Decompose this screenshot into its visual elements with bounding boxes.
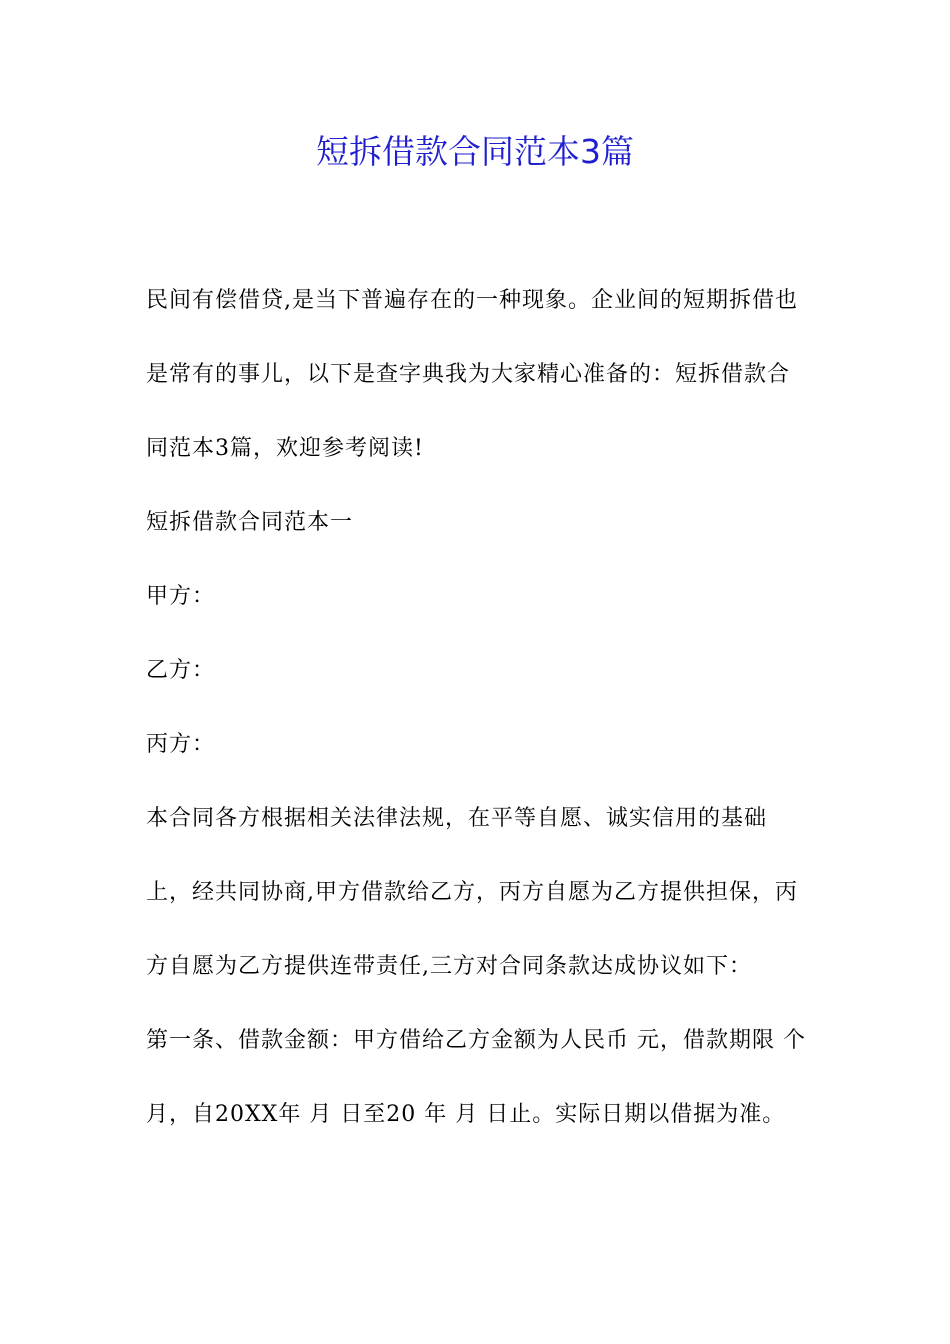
document-body	[146, 264, 806, 1152]
party-a-line: 甲方：	[146, 584, 216, 609]
party-b-line: 乙方：	[146, 658, 216, 683]
document-title: 短拆借款合同范本3篇	[316, 132, 634, 171]
preamble-paragraph: 本合同各方根据相关法律法规，在平等自愿、诚实信用的基础上，经共同协商,甲方借款给乙方，丙方自愿为乙方提供担保，丙方自愿为乙方提供连带责任,三方对合同条款达成协议如下：	[146, 806, 798, 979]
party-c-line: 丙方：	[146, 732, 216, 757]
section-heading: 短拆借款合同范本一	[146, 510, 354, 535]
article-one-paragraph: 第一条、借款金额：甲方借给乙方金额为人民币 元，借款期限 个月，自20XX年 月 日至20 年 月 日止。实际日期以借据为准。	[146, 1028, 806, 1127]
intro-paragraph: 民间有偿借贷,是当下普遍存在的一种现象。企业间的短期拆借也是常有的事儿，以下是查字典我为大家精心准备的：短拆借款合同范本3篇，欢迎参考阅读!	[146, 288, 798, 461]
